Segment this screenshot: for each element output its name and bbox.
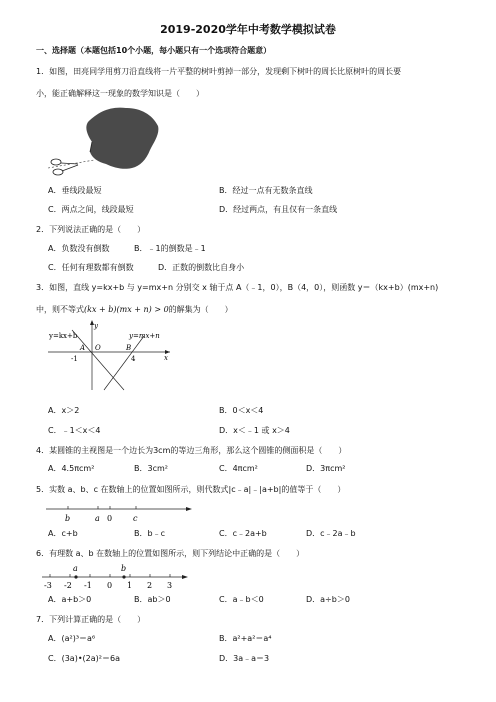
point-c-label: c <box>133 514 138 523</box>
q1-stem-line1: 1．如图，田亮同学用剪刀沿直线将一片平整的树叶剪掉一部分，发现剩下树叶的周长比原树叶的周长要 <box>36 67 402 76</box>
q6-number-line <box>40 562 190 590</box>
q1-option-d: D．经过两点，有且仅有一条直线 <box>219 205 338 214</box>
label-origin: O <box>95 344 101 352</box>
q3-stem-post: 的解集为（ ） <box>168 305 233 314</box>
point-b-label: b <box>65 514 71 523</box>
label-y-axis: y <box>94 322 98 330</box>
q3-option-d: D．x＜﹣1 或 x＞4 <box>219 426 290 435</box>
q5-option-d: D．c﹣2a﹣b <box>306 529 356 538</box>
tick-4: 4 <box>131 355 136 363</box>
tick-label: -2 <box>64 581 72 590</box>
q4-option-c: C．4πcm² <box>219 464 258 473</box>
q7-option-c: C．(3a)•(2a)²＝6a <box>48 654 120 663</box>
tick-neg-1: -1 <box>71 355 78 363</box>
q3-option-b: B．0＜x＜4 <box>219 406 264 415</box>
q3-inequality: (kx + b)(mx + n) > 0 <box>84 305 169 314</box>
point-a-label: a <box>73 564 78 573</box>
point-a-dot <box>74 575 77 578</box>
q5-option-c: C．c﹣2a+b <box>219 529 267 538</box>
q2-option-b: B．﹣1的倒数是﹣1 <box>134 244 206 253</box>
q2-option-c: C．任何有理数都有倒数 <box>48 263 134 272</box>
q5-stem: 5．实数 a、b、c 在数轴上的位置如图所示，则代数式|c﹣a|﹣|a+b|的值等于（ ） <box>36 485 346 494</box>
point-b-label: b <box>121 564 127 573</box>
q3-stem-pre: 中，则不等式 <box>36 305 84 314</box>
q4-option-b: B．3cm² <box>134 464 168 473</box>
tick-label: -3 <box>44 581 52 590</box>
tick-label: 1 <box>127 581 133 590</box>
q3-option-a: A．x＞2 <box>48 406 80 415</box>
label-point-a: A <box>80 344 86 352</box>
q4-option-a: A．4.5πcm² <box>48 464 95 473</box>
q2-option-a: A．负数没有倒数 <box>48 244 110 253</box>
label-point-b: B <box>126 344 132 352</box>
line-mx-plus-n <box>104 336 144 390</box>
q1-option-a: A．垂线段最短 <box>48 186 102 195</box>
cut-line <box>48 160 94 168</box>
q2-option-d: D．正数的倒数比自身小 <box>158 263 245 272</box>
q5-option-b: B．b﹣c <box>134 529 165 538</box>
tick-label: 0 <box>107 581 113 590</box>
tick-label: 3 <box>167 581 173 590</box>
q7-stem: 7．下列计算正确的是（ ） <box>36 615 146 624</box>
q5-option-a: A．c+b <box>48 529 78 538</box>
section-heading: 一、选择题（本题包括10个小题，每小题只有一个选项符合题意） <box>36 46 272 55</box>
point-a-label: a <box>95 514 100 523</box>
q6-option-b: B．ab＞0 <box>134 595 171 604</box>
q1-option-b: B．经过一点有无数条直线 <box>219 186 313 195</box>
page-title: 2019-2020学年中考数学模拟试卷 <box>160 23 336 36</box>
q7-option-a: A．(a²)³＝a⁶ <box>48 634 96 643</box>
leaf-shape <box>86 108 158 169</box>
scissors-handle-top <box>51 159 61 165</box>
q7-option-b: B．a²+a²＝a⁴ <box>219 634 272 643</box>
q6-stem: 6．有理数 a、b 在数轴上的位置如图所示，则下列结论中正确的是（ ） <box>36 549 305 558</box>
tick-label: -1 <box>84 581 92 590</box>
q3-option-c: C．﹣1＜x＜4 <box>48 426 101 435</box>
zero-label: 0 <box>107 514 113 523</box>
label-line-kxb: y=kx+b <box>49 332 78 340</box>
q3-linear-graph <box>44 318 174 392</box>
point-b-dot <box>122 575 125 578</box>
q6-option-d: D．a÷b＞0 <box>306 595 350 604</box>
q1-option-c: C．两点之间，线段最短 <box>48 205 134 214</box>
tick-label: 2 <box>147 581 153 590</box>
q6-option-c: C．a﹣b＜0 <box>219 595 264 604</box>
q4-stem: 4．某圆锥的主视图是一个边长为3cm的等边三角形，那么这个圆锥的侧面积是（ ） <box>36 446 347 455</box>
label-line-mxn: y=mx+n <box>129 332 160 340</box>
q3-stem-line2 <box>36 304 233 315</box>
q1-stem-line2: 小，能正确解释这一现象的数学知识是（ ） <box>36 89 204 98</box>
q3-stem-line1: 3．如图，直线 y=kx+b 与 y=mx+n 分别交 x 轴于点 A（﹣1，0），B（4，0），则函数 y＝（kx+b）(mx+n) <box>36 283 439 292</box>
leaf-scissors-figure <box>48 104 166 180</box>
q4-option-d: D．3πcm² <box>306 464 346 473</box>
q7-option-d: D．3a﹣a＝3 <box>219 654 270 663</box>
q2-stem: 2．下列说法正确的是（ ） <box>36 225 146 234</box>
q6-option-a: A．a+b＞0 <box>48 595 92 604</box>
scissors-handle-bottom <box>53 169 63 175</box>
q5-number-line <box>44 500 194 524</box>
line-kx-plus-b <box>72 330 124 390</box>
label-x-axis: x <box>164 354 168 362</box>
